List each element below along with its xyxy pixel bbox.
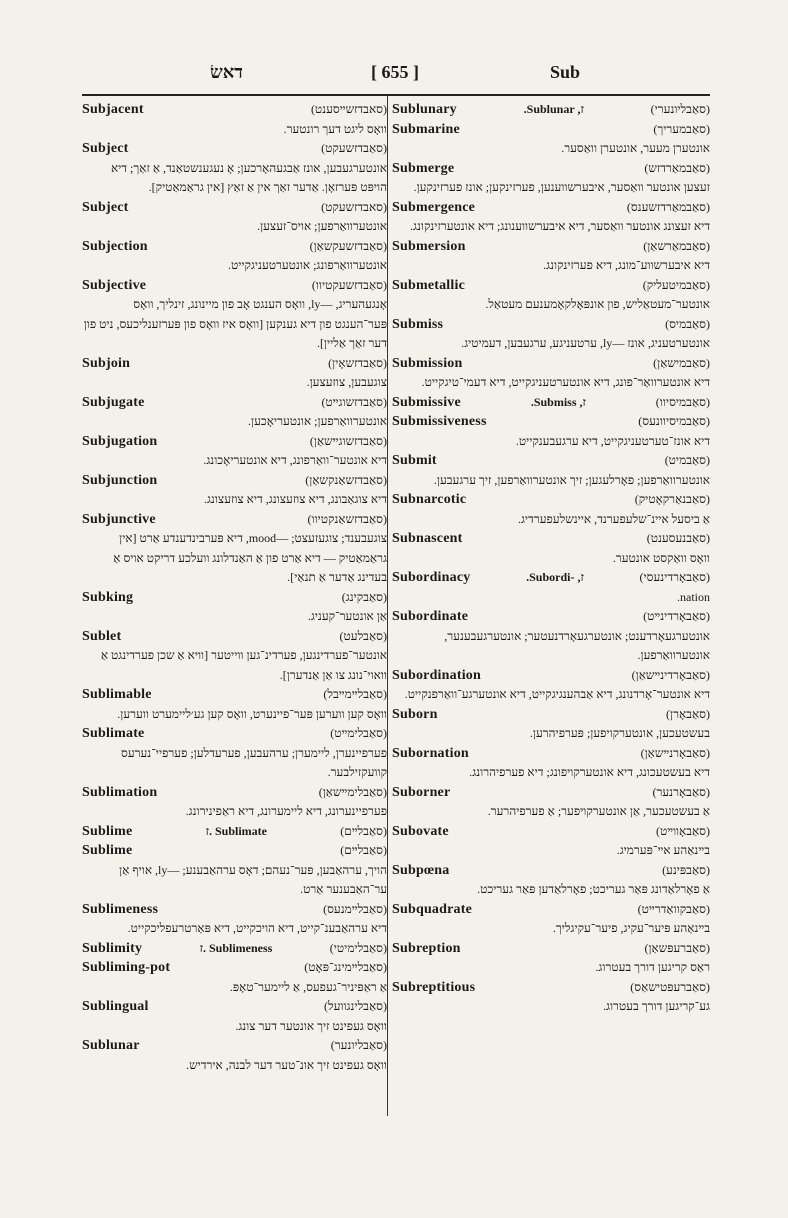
pronunciation: (סאַבמיס)	[665, 316, 710, 331]
dictionary-entry	[392, 607, 710, 666]
pronunciation: (סאַבאָרדינײשאַן)	[631, 667, 710, 682]
pronunciation: (סאַבלײם)	[340, 823, 387, 838]
headword: Subovate	[392, 823, 449, 839]
headword: Subjoin	[82, 355, 131, 371]
entry-heading-line	[82, 588, 387, 608]
pronunciation: (סאַבדזשאַנקשאַן)	[305, 472, 387, 487]
definition: אונטערטעניג, אונז —ly, ערטעניגע, ערגעבען, דעמיטיג.	[461, 336, 710, 350]
definition: אונטערוואַרפען; אונטעריאָכען.	[248, 414, 387, 428]
headword: Subornation	[392, 745, 469, 761]
dictionary-entry	[392, 100, 710, 120]
entry-heading-line	[82, 139, 387, 159]
dictionary-entry	[392, 822, 710, 861]
dictionary-entry	[392, 276, 710, 315]
entry-heading-line	[392, 666, 710, 686]
entry-heading-line	[82, 900, 387, 920]
definition: .nation	[677, 589, 710, 604]
headword: Sublimity	[82, 940, 143, 956]
headword: Sublimable	[82, 687, 152, 702]
definition: אונטערוואַרפונג; אונטערטעניגקייט.	[227, 258, 387, 272]
entry-heading-line	[392, 939, 710, 959]
headword: Subjugate	[82, 394, 145, 410]
headword: Sublet	[82, 628, 122, 644]
dictionary-entry	[392, 666, 710, 705]
definition: גע־קריגען דורך בעטרוג.	[603, 999, 710, 1013]
dictionary-entry	[82, 783, 387, 822]
pronunciation: (סאַבלעט)	[339, 628, 387, 643]
pronunciation: (סאַברעפּשאַן)	[644, 940, 710, 955]
headword: Suborner	[392, 784, 451, 800]
pronunciation: (סאבדזשײסענט)	[310, 102, 387, 116]
headword: Sublunar	[82, 1038, 140, 1053]
dictionary-entry	[392, 159, 710, 198]
dictionary-entry	[82, 354, 387, 393]
dictionary-entry	[82, 510, 387, 588]
definition: דיא בעשטעכונג, דיא אונטערקויפונג; דיא פערפיהרונג.	[469, 765, 710, 779]
entry-heading-line	[392, 978, 710, 998]
headword: Subjugation	[82, 433, 158, 449]
headword: Subjunctive	[82, 511, 156, 527]
headword: Sublime	[82, 843, 133, 858]
headword: Subordinacy	[392, 570, 471, 585]
definition: צוגעבען, צוזעצען.	[306, 375, 387, 389]
entry-heading-line	[82, 939, 387, 959]
headword: Sublime	[82, 823, 133, 839]
entry-heading-line	[82, 237, 387, 257]
pronunciation: (סאַבדזשאַנקטיוו)	[307, 511, 387, 526]
headword: Subjective	[82, 277, 147, 293]
entry-heading-line	[82, 1036, 387, 1056]
entry-heading-line	[392, 705, 710, 725]
page-header-right: Sub	[549, 62, 580, 82]
pronunciation: (סאַבדזשוגײשאַן)	[309, 433, 387, 448]
entry-heading-line	[392, 120, 710, 140]
entry-heading-line	[82, 841, 387, 861]
headword: Subordination	[392, 667, 481, 683]
dictionary-entry	[82, 822, 387, 842]
headword: Submissiveness	[392, 414, 487, 429]
headword: Submarine	[392, 121, 460, 137]
entry-heading-line	[82, 685, 387, 705]
headword: Sublimate	[82, 726, 145, 741]
entry-heading-line	[392, 237, 710, 257]
headword: Subreptitious	[392, 979, 476, 995]
column-divider	[387, 96, 388, 1116]
pronunciation: (סאַבאָרן)	[666, 706, 710, 721]
pronunciation: (סאַברעפּטישאַס)	[630, 979, 710, 994]
entry-heading-line	[392, 490, 710, 510]
dictionary-entry	[82, 958, 387, 997]
pronunciation: (סאַבליונערי)	[650, 102, 710, 116]
definition: פערפיינערן, ליימערן; ערהעבען, פערעדלען; פערפיי־נערעס קוועקזילבער.	[121, 745, 387, 779]
definition: דיא זעצונג אונטער וואַסער, דיא איבערשווענונג; דיא אונטערזינקונג.	[410, 219, 710, 233]
pronunciation: (סאַבנאַרקאָטיק)	[634, 492, 710, 506]
definition: וואָס געפינט זיך אונ־טער דער לבנה, אירדיש.	[186, 1057, 387, 1072]
pronunciation: (סאַבלײם)	[340, 843, 387, 857]
pronunciation: (סאַבקוואַדרײט)	[637, 901, 710, 916]
pronunciation: (סאַבמיטעליק)	[642, 277, 710, 292]
definition: זעצען אונטער וואַסער, איבערשווענען, פערזינקען; אונז פערזינקען.	[413, 180, 710, 194]
definition: פערפיינערונג, דיא ליימערונג, דיא ראַפינירונג.	[185, 804, 387, 818]
definition: דיא אונז־טערטעניגקייט, דיא ערגעבענקייט.	[515, 433, 710, 448]
dictionary-entry	[82, 724, 387, 783]
definition: דיא אונטער־וואַרפונג, דיא אונטעריאָכונג.	[203, 453, 387, 467]
entry-heading-line	[392, 861, 710, 881]
headword: Submissive	[392, 394, 461, 410]
definition: בײנאַהע אײ־פּערמיג.	[616, 843, 710, 857]
headword: Subreption	[392, 940, 461, 956]
definition: אַ ביסעל איינ־שלעפערנד, איינשלעפערדיג.	[517, 511, 710, 526]
entry-heading-line	[392, 315, 710, 335]
pronunciation: (סאַבאָװײט)	[655, 823, 710, 838]
entry-heading-line	[392, 822, 710, 842]
definition: הויך, ערהאַבען, פּער־נעהם; דאָס ערהאַבענע; —ly, אויף אַן ער־האַבענער אַרט.	[119, 862, 387, 896]
headword: Submetallic	[392, 277, 465, 293]
dictionary-entry	[392, 237, 710, 276]
pronunciation: (סאַבדזשוגײט)	[321, 394, 387, 409]
entry-heading-line	[82, 822, 387, 842]
entry-heading-line	[82, 276, 387, 296]
entry-heading-line	[82, 100, 387, 120]
headword: Sublunary	[392, 102, 457, 117]
definition: וואָס ליגט דעך רונטער.	[283, 121, 387, 136]
right-column	[392, 100, 710, 1017]
pronunciation: (סאַבנעסענט)	[646, 531, 710, 545]
definition: אונטערוואַרפען; אויס־זעצען.	[257, 219, 387, 233]
entry-heading-line	[392, 744, 710, 764]
cross-reference: ז. Sublimate	[205, 823, 267, 838]
dictionary-entry	[82, 393, 387, 432]
headword: Subpœna	[392, 862, 450, 878]
dictionary-entry	[392, 490, 710, 529]
headword: Subjacent	[82, 102, 144, 117]
dictionary-entry	[392, 315, 710, 354]
headword: Sublingual	[82, 999, 149, 1014]
left-column	[82, 100, 387, 1075]
entry-heading-line	[392, 159, 710, 179]
dictionary-entry	[82, 198, 387, 237]
entry-heading-line	[82, 627, 387, 647]
definition: אונטער־מעטאַליש, פון אונפּאָלקאָמענעם מעטאַל.	[485, 297, 710, 311]
definition: אַן אונטער־קעניג.	[307, 609, 387, 623]
entry-heading-line	[82, 724, 387, 744]
pronunciation: (סאַבלימיטי)	[329, 940, 387, 955]
headword: Submiss	[392, 316, 444, 332]
pronunciation: (סאַבאָרדינײט)	[643, 609, 710, 623]
dictionary-entry	[82, 685, 387, 724]
entry-heading-line	[82, 432, 387, 452]
entry-heading-line	[82, 198, 387, 218]
dictionary-entry	[82, 900, 387, 939]
entry-heading-line	[82, 510, 387, 530]
pronunciation: (סאַבאָרנער)	[652, 784, 710, 799]
pronunciation: (סאַבאָרדינעסי)	[639, 570, 710, 584]
dictionary-entry	[82, 471, 387, 510]
cross-reference: ז. Sublimeness	[199, 940, 273, 955]
cross-reference: .Sublunar ,ז	[523, 102, 584, 116]
dictionary-entry	[82, 100, 387, 139]
headword: Subordinate	[392, 609, 469, 624]
definition: דיא איבערשווע־מונג, דיא פערזינקונג.	[543, 258, 710, 272]
headword: Sublimation	[82, 784, 158, 800]
entry-heading-line	[392, 451, 710, 471]
page-number: [ 655 ]	[371, 62, 419, 82]
dictionary-entry	[82, 997, 387, 1036]
headword: Subking	[82, 589, 134, 605]
pronunciation: (סאַבלײמינג־פּאָט)	[304, 960, 387, 974]
definition: וואָס קען ווערען פּער־פיינערט, וואָס קען גע׳ליימערט ווערען.	[117, 706, 387, 721]
entry-heading-line	[392, 607, 710, 627]
dictionary-entry	[82, 1036, 387, 1075]
pronunciation: (סאַבמיסיוו)	[655, 394, 710, 409]
dictionary-entry	[392, 451, 710, 490]
cross-reference: .Subordi- ,ז	[526, 570, 584, 584]
entry-heading-line	[82, 471, 387, 491]
headword: Submergence	[392, 199, 476, 215]
definition: אַ פאָרלאַדונג פּאַר געריכט; פאָרלאַדען פּאַר געריכט.	[477, 882, 710, 896]
pronunciation: (סאַבלימײשאַן)	[318, 784, 387, 799]
headword: Subject	[82, 141, 129, 156]
dictionary-entry	[392, 198, 710, 237]
headword: Subjunction	[82, 472, 158, 488]
entry-heading-line	[82, 783, 387, 803]
definition: אַ ראַפּיניר־געפעס, אַ ליימער־טאָפּ.	[229, 979, 387, 994]
headword: Subquadrate	[392, 901, 473, 917]
pronunciation: (סאַבלײמײבל)	[323, 687, 387, 701]
pronunciation: (סאַבמיט)	[664, 453, 710, 467]
dictionary-entry	[392, 744, 710, 783]
definition: בײנאַהע פּיער־עקיג, פיער־עקיגליך.	[552, 921, 710, 935]
definition: וואָס וואַקסט אונטער.	[612, 550, 710, 565]
dictionary-entry	[392, 529, 710, 568]
entry-heading-line	[392, 354, 710, 374]
entry-heading-line	[82, 354, 387, 374]
pronunciation: (סאַבלינגוועל)	[324, 999, 387, 1013]
pronunciation: (סאַבמעריך)	[653, 121, 710, 136]
entry-heading-line	[82, 393, 387, 413]
entry-heading-line	[392, 100, 710, 120]
pronunciation: (סאבדזשעקט)	[321, 199, 387, 214]
headword: Subliming-pot	[82, 960, 171, 975]
cross-reference: .Submiss ,ז	[530, 394, 586, 409]
pronunciation: (סאַבליונער)	[330, 1038, 387, 1052]
dictionary-entry	[82, 139, 387, 198]
headword: Subnarcotic	[392, 492, 467, 507]
definition: וואָס געפינט זיך אונטער דער צונג.	[235, 1018, 387, 1033]
pronunciation: (סאַבדזשאָין)	[328, 355, 387, 370]
dictionary-entry	[392, 861, 710, 900]
dictionary-entry	[392, 393, 710, 413]
dictionary-entry	[82, 432, 387, 471]
dictionary-entry	[392, 354, 710, 393]
definition: אונטערגעאָרדענט; אונטערגעאָרדנעטער; אונטערגעבענער, אונטערוואַרפען.	[444, 628, 710, 662]
definition: אונטער־פערדינגען, פערדינ־גען ווייטער [וויא אַ שכן פערדינגט אַ וואוי־נונג צו אַן אַנדערן].	[100, 648, 387, 682]
page-header	[80, 62, 710, 90]
definition: צוגעבענד; צוגעזעצט; —mood, דיא פּערבינדענדע אַרט [אין גראַמאַטיק — דיא אַרט פון אַ האַנדלונג וועלכע דריקט אויס אַ בעדינג אַדער אַ תנאַי].	[113, 531, 387, 584]
dictionary-entry	[82, 841, 387, 900]
dictionary-entry	[392, 568, 710, 607]
page-header-left: ﬢﬡשׂ	[210, 62, 243, 82]
entry-heading-line	[392, 529, 710, 549]
pronunciation: (סאַבדזשעקשאַן)	[309, 238, 387, 253]
entry-heading-line	[392, 783, 710, 803]
definition: דיא אונטערוואַר־פונג, דיא אונטערטעניגקייט, דיא דעמי־טיגקייט.	[421, 375, 710, 389]
headword: Subnascent	[392, 531, 463, 546]
definition: אַ בעשטעכער, אַן אונטערקויפער; אַ פערפיהרער.	[487, 804, 710, 818]
definition: דיא אונטער־אָרדנונג, דיא אַבהענגיגקייט, דיא אונטערגע־וואַרפנקייט.	[404, 687, 710, 701]
dictionary-entry	[392, 412, 710, 451]
dictionary-entry	[392, 939, 710, 978]
pronunciation: (סאַבמאַרדזש)	[644, 160, 710, 175]
pronunciation: (סאַבקינג)	[341, 589, 387, 604]
definition: דיא ערהאַבענ־קייט, דיא הויכקייט, דיא פּאַרטרעפליכקייט.	[127, 921, 387, 935]
dictionary-entry	[82, 588, 387, 627]
header-rule	[82, 94, 710, 96]
dictionary-entry	[82, 276, 387, 354]
entry-heading-line	[82, 958, 387, 978]
dictionary-entry	[82, 237, 387, 276]
definition: בעשטעכען, אונטערקויפען; פּערפיהרען.	[529, 726, 710, 740]
dictionary-entry	[392, 120, 710, 159]
pronunciation: (סאַבמאַרשאַן)	[643, 238, 710, 253]
dictionary-entry	[392, 900, 710, 939]
pronunciation: (סאַבמאַרדזשענס)	[626, 199, 710, 214]
dictionary-entry	[392, 783, 710, 822]
entry-heading-line	[392, 393, 710, 413]
pronunciation: (סאַבאָרנײשאַן)	[640, 745, 710, 760]
definition: דיא צוגאַבונג, דיא צוזעצונג, דיא צוזעצונג.	[203, 492, 387, 506]
entry-heading-line	[392, 276, 710, 296]
headword: Submerge	[392, 160, 455, 176]
dictionary-entry	[82, 627, 387, 686]
pronunciation: (סאַבדזשעקטיוו)	[311, 277, 387, 292]
definition: אָנגעהעריג, —ly, וואָס הענגט אָב פון מיינונג, זינליך, וואָס פּער־הענגט פון דיא גענקען [וואָס איז וואָס פון פּערזענליכעס, ניט פון דער זאַך אַליין].	[83, 297, 387, 350]
pronunciation: (סאַבפּינע)	[662, 862, 710, 877]
pronunciation: (סאַבלימײט)	[330, 726, 387, 740]
definition: אונטערן מעער, אונטערן וואַסער.	[561, 141, 710, 155]
entry-heading-line	[392, 412, 710, 432]
definition: אונטערגעבען, אונז אַבגעהאָרכען; אָ נעגענשטאַנד, אַ זאַך; דיא הויפּט פּערזאָן. אַדער זאַך אין אַ זאַץ [אין גראַמאַטיק].	[110, 160, 387, 194]
entry-heading-line	[392, 198, 710, 218]
entry-heading-line	[392, 568, 710, 588]
definition: אונטערוואַרפען; פאָרלעגען; זיך אונטערוואַרפען, זיך ערגעבען.	[433, 472, 710, 487]
pronunciation: (סאַבדזשעקט)	[321, 141, 387, 155]
headword: Suborn	[392, 706, 438, 722]
headword: Sublimeness	[82, 901, 159, 917]
entry-heading-line	[82, 997, 387, 1017]
definition: ראַס קריגען דורך בעטרוג.	[595, 960, 710, 974]
pronunciation: (סאַבמישאַן)	[653, 355, 710, 370]
pronunciation: (סאַבמיסיוונעס)	[638, 414, 710, 428]
dictionary-entry	[392, 705, 710, 744]
headword: Submit	[392, 453, 437, 468]
dictionary-entry	[82, 939, 387, 959]
headword: Subjection	[82, 238, 148, 254]
headword: Submersion	[392, 238, 466, 254]
headword: Submission	[392, 355, 463, 371]
pronunciation: (סאַבלײמנעס)	[323, 901, 387, 916]
headword: Subject	[82, 199, 129, 215]
dictionary-entry	[392, 978, 710, 1017]
entry-heading-line	[392, 900, 710, 920]
